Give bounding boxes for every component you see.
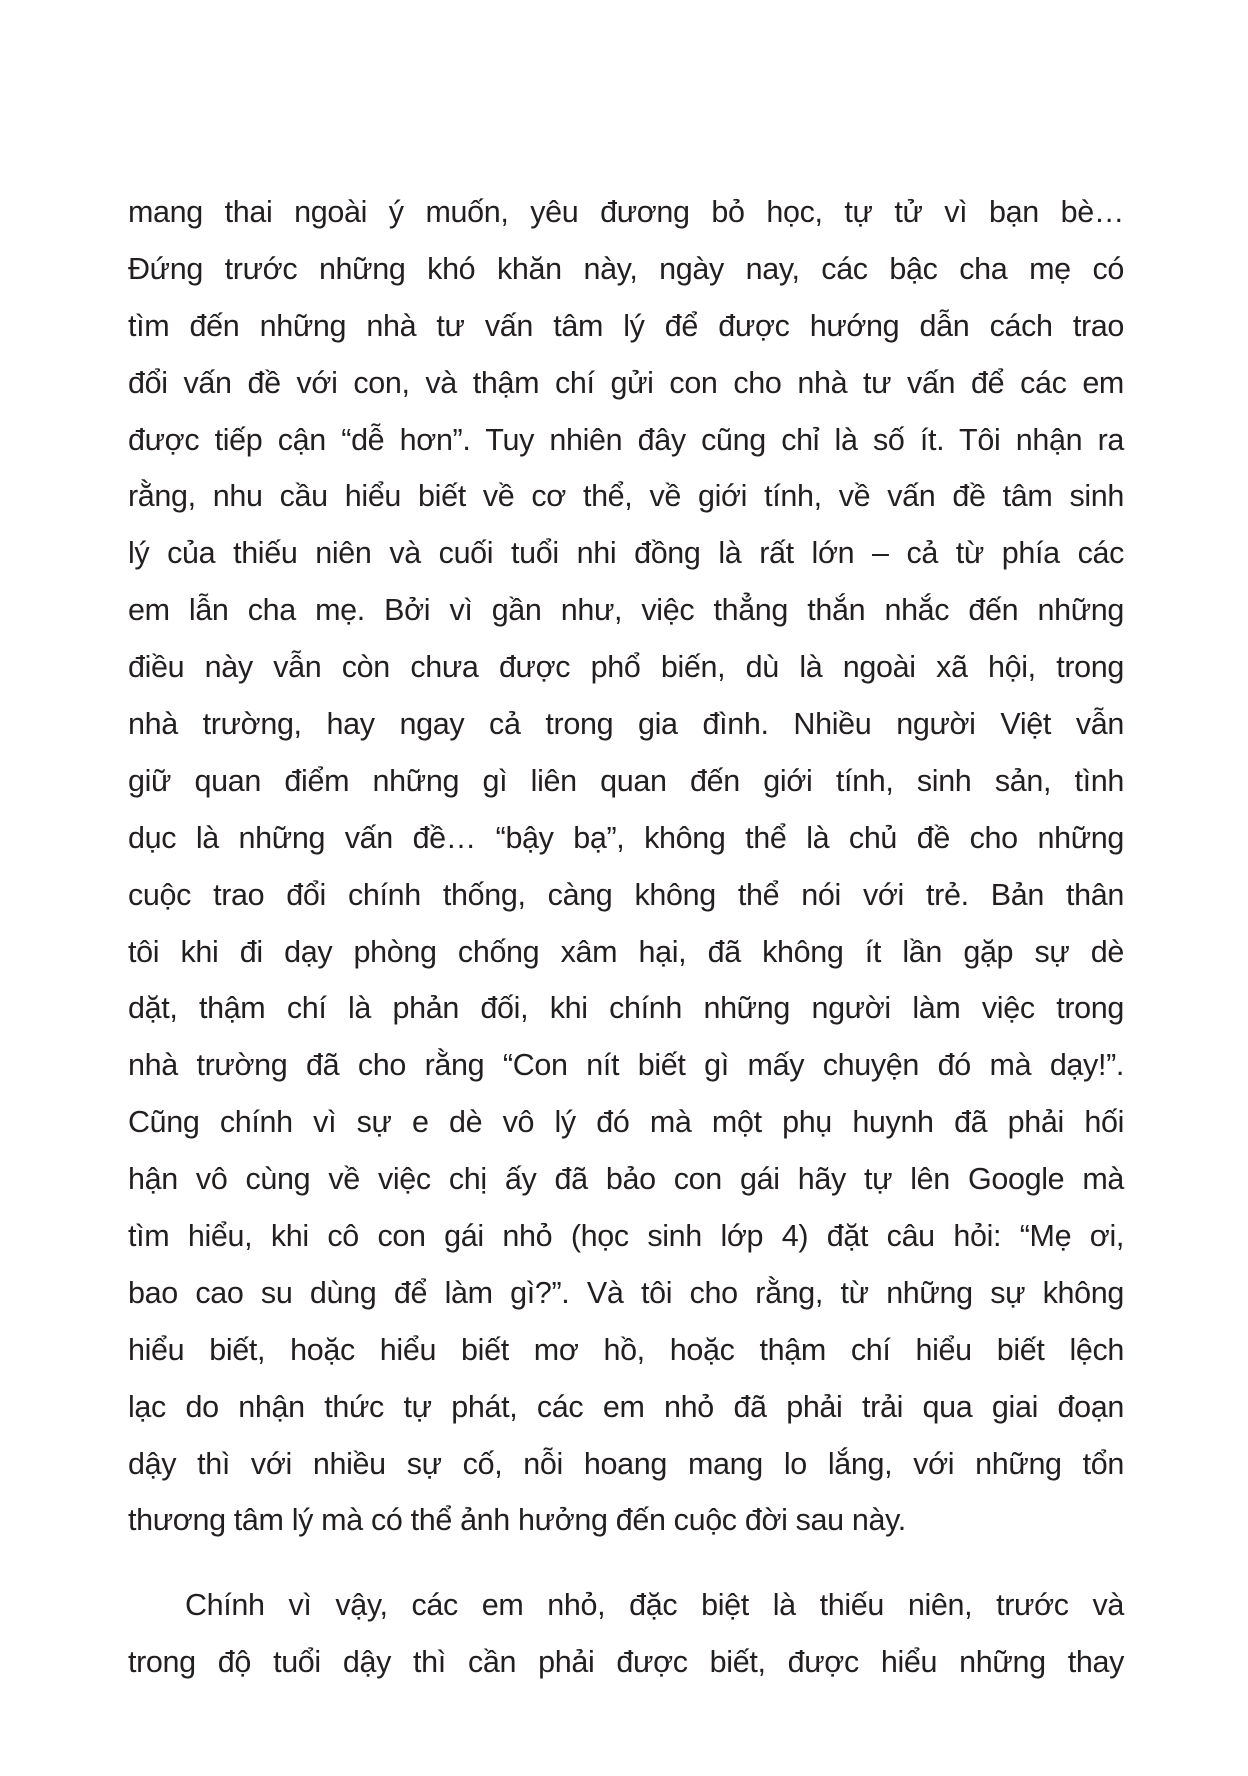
text-line: trong độ tuổi dậy thì cần phải được biết, được hiểu những thay	[128, 1645, 1124, 1680]
text-line: dặt, thậm chí là phản đối, khi chính những người làm việc trong	[128, 991, 1124, 1026]
text-line: lý của thiếu niên và cuối tuổi nhi đồng là rất lớn – cả từ phía các	[128, 536, 1124, 571]
text-line: tìm hiểu, khi cô con gái nhỏ (học sinh lớp 4) đặt câu hỏi: “Mẹ ơi,	[128, 1219, 1124, 1254]
text-line: mang thai ngoài ý muốn, yêu đương bỏ học, tự tử vì bạn bè…	[128, 195, 1124, 229]
text-line: thương tâm lý mà có thể ảnh hưởng đến cuộc đời sau này.	[128, 1503, 906, 1538]
text-line: hiểu biết, hoặc hiểu biết mơ hồ, hoặc thậm chí hiểu biết lệch	[128, 1332, 1124, 1367]
text-line: tìm đến những nhà tư vấn tâm lý để được hướng dẫn cách trao	[128, 308, 1124, 343]
text-line: cuộc trao đổi chính thống, càng không thể nói với trẻ. Bản thân	[128, 877, 1124, 912]
text-line: hận vô cùng về việc chị ấy đã bảo con gái hãy tự lên Google mà	[128, 1162, 1124, 1197]
text-line: dục là những vấn đề… “bậy bạ”, không thể là chủ đề cho những	[128, 820, 1124, 855]
text-line: bao cao su dùng để làm gì?”. Và tôi cho rằng, từ những sự không	[128, 1275, 1124, 1310]
text-line: tôi khi đi dạy phòng chống xâm hại, đã không ít lần gặp sự dè	[128, 934, 1124, 969]
text-line: nhà trường đã cho rằng “Con nít biết gì mấy chuyện đó mà dạy!”.	[128, 1048, 1124, 1083]
paragraph	[128, 184, 1124, 1549]
paragraph	[128, 1577, 1124, 1691]
text-line: điều này vẫn còn chưa được phổ biến, dù là ngoài xã hội, trong	[128, 650, 1124, 685]
text-line: nhà trường, hay ngay cả trong gia đình. Nhiều người Việt vẫn	[128, 707, 1124, 742]
text-line: giữ quan điểm những gì liên quan đến giới tính, sinh sản, tình	[128, 763, 1124, 798]
text-line: dậy thì với nhiều sự cố, nỗi hoang mang lo lắng, với những tổn	[128, 1446, 1124, 1481]
text-line: lạc do nhận thức tự phát, các em nhỏ đã phải trải qua giai đoạn	[128, 1389, 1124, 1424]
text-line: em lẫn cha mẹ. Bởi vì gần như, việc thẳng thắn nhắc đến những	[128, 593, 1124, 628]
text-line: rằng, nhu cầu hiểu biết về cơ thể, về giới tính, về vấn đề tâm sinh	[128, 479, 1124, 514]
text-line: Cũng chính vì sự e dè vô lý đó mà một phụ huynh đã phải hối	[128, 1105, 1124, 1140]
text-line: đổi vấn đề với con, và thậm chí gửi con cho nhà tư vấn để các em	[128, 365, 1124, 400]
text-line: được tiếp cận “dễ hơn”. Tuy nhiên đây cũng chỉ là số ít. Tôi nhận ra	[128, 422, 1124, 457]
document-page	[128, 184, 1124, 1719]
text-line: Đứng trước những khó khăn này, ngày nay, các bậc cha mẹ có	[128, 251, 1124, 286]
text-line: Chính vì vậy, các em nhỏ, đặc biệt là thiếu niên, trước và	[185, 1588, 1124, 1623]
